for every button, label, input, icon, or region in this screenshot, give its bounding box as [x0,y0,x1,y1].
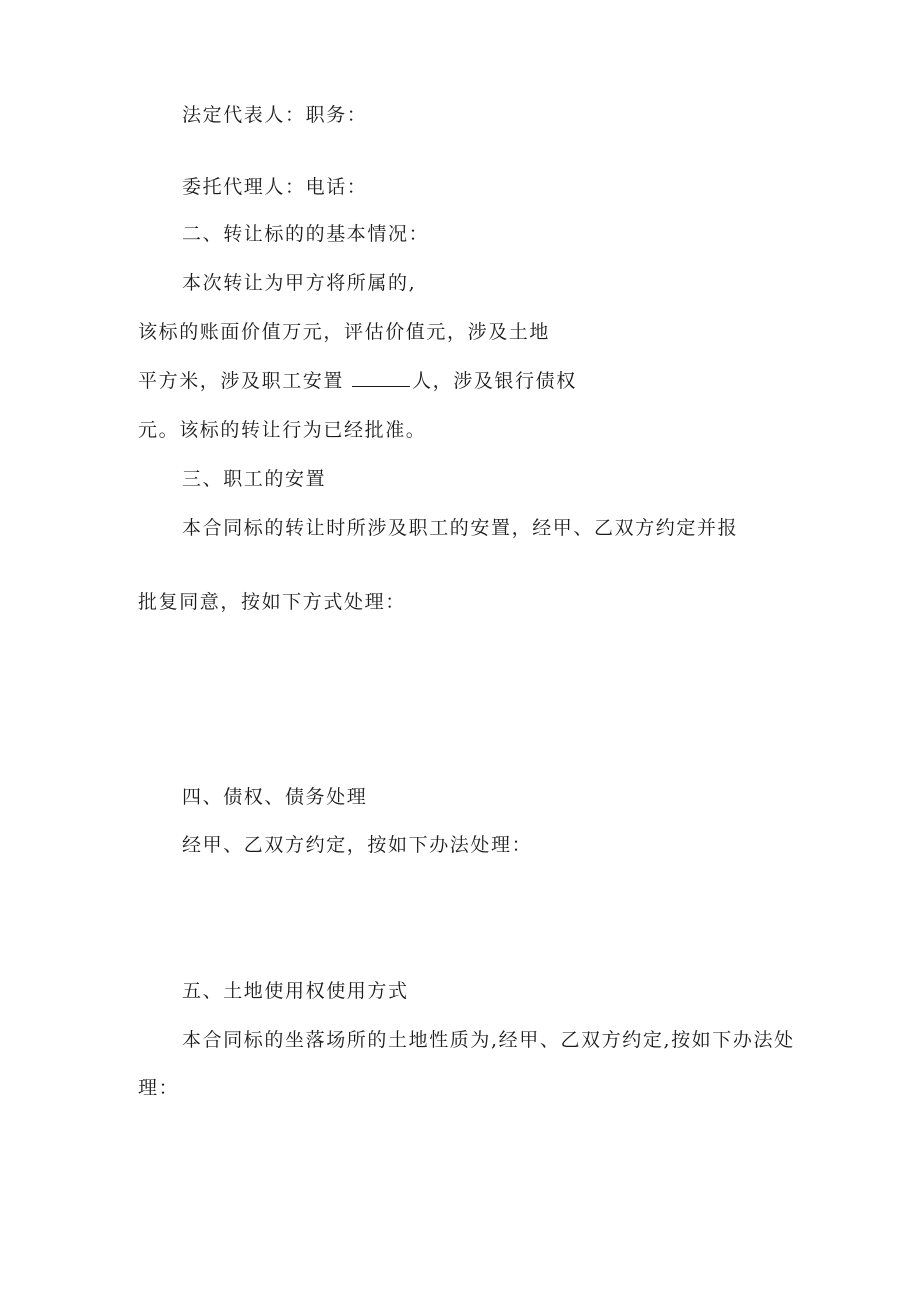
transfer-paragraph-line-4: 元。该标的转让行为已经批准。 [138,419,427,441]
transfer-paragraph-line-3-start: 平方米，涉及职工安置 [138,370,345,392]
transfer-paragraph-line-3 [138,369,577,393]
section-3-heading: 三、职工的安置 [182,468,327,490]
land-paragraph-line-1: 本合同标的坐落场所的土地性质为,经甲、乙双方约定,按如下办法处 [182,1029,795,1051]
transfer-paragraph-line-3-end: 人，涉及银行债权 [412,370,577,392]
staff-paragraph-line-2: 批复同意，按如下方式处理： [138,591,406,613]
land-paragraph-line-2: 理： [138,1077,180,1099]
section-2-heading: 二、转让标的的基本情况： [182,223,430,245]
transfer-paragraph-line-2: 该标的账面价值万元，评估价值元，涉及土地 [138,321,551,343]
section-4-heading: 四、债权、债务处理 [182,786,368,808]
legal-representative-line: 法定代表人：职务： [182,104,368,126]
section-5-heading: 五、土地使用权使用方式 [182,980,409,1002]
transfer-paragraph-line-1: 本次转让为甲方将所属的, [182,272,417,294]
debt-paragraph: 经甲、乙双方约定，按如下办法处理： [182,834,533,856]
staff-count-blank [352,370,410,387]
authorized-agent-line: 委托代理人：电话： [182,176,368,198]
staff-paragraph-line-1: 本合同标的转让时所涉及职工的安置，经甲、乙双方约定并报 [182,517,739,539]
